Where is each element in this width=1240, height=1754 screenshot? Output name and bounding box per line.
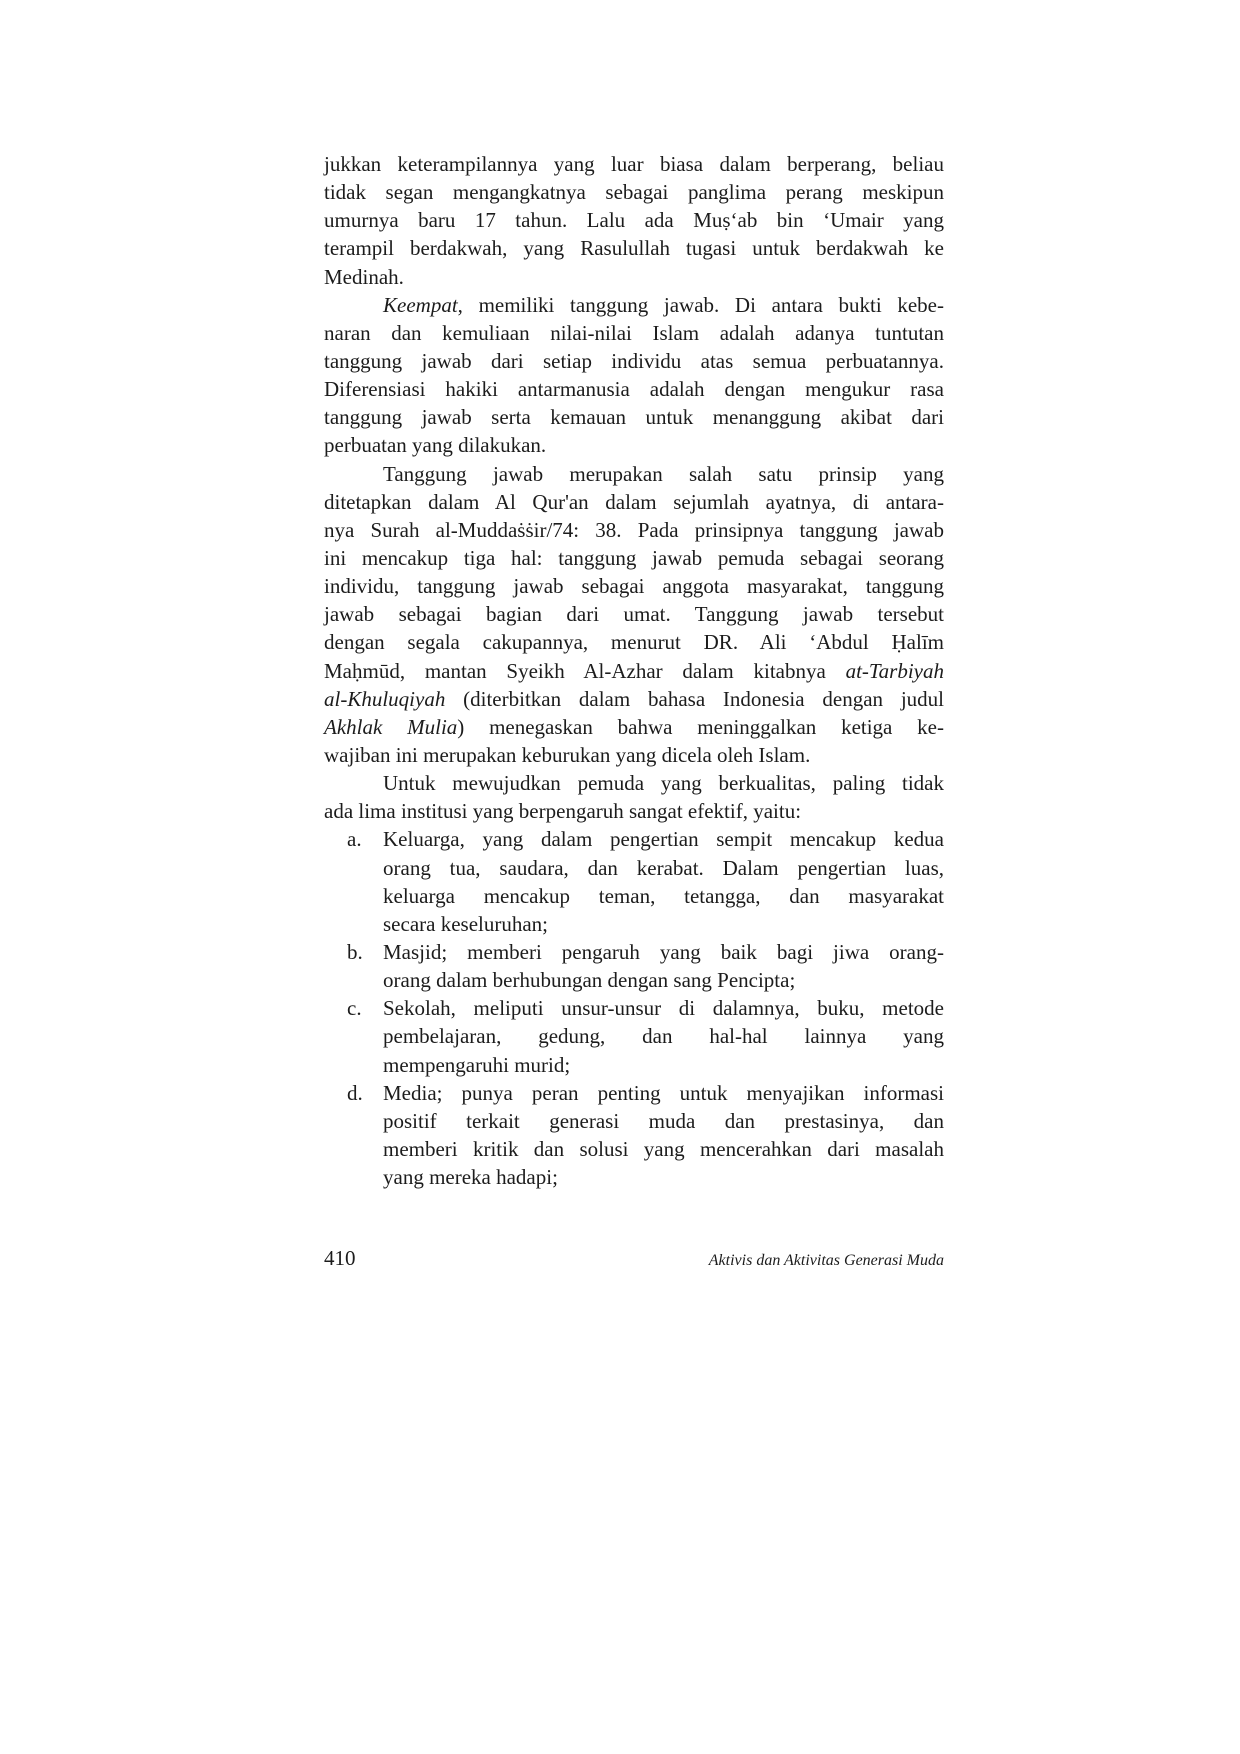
list-item [324,938,944,994]
text-line: Untuk mewujudkan pemuda yang berkualitas, paling tidak [383,771,944,796]
text-line: Masjid; memberi pengaruh yang baik bagi jiwa orang- [383,939,944,964]
text-line: yang mereka hadapi; [383,1165,558,1190]
text-line: positif terkait generasi muda dan prestasinya, dan [383,1108,944,1133]
paragraph [324,291,944,460]
text-line [324,291,944,319]
list-item [324,1079,944,1192]
text-line: tanggung jawab dari setiap individu atas semua perbuatannya. [324,348,944,373]
text-segment: (diterbitkan dalam bahasa Indonesia dengan judul [445,686,944,711]
text-line: ini mencakup tiga hal: tanggung jawab pemuda sebagai seorang [324,545,944,570]
text-line [324,657,944,685]
institution-list [324,825,944,1191]
text-line: orang dalam berhubungan dengan sang Pencipta; [383,968,796,993]
text-line: orang tua, saudara, dan kerabat. Dalam pengertian luas, [383,855,944,880]
text-line: secara keseluruhan; [383,911,548,936]
text-line: perbuatan yang dilakukan. [324,433,547,458]
text-line [324,685,944,713]
text-line: terampil berdakwah, yang Rasulullah tugasi untuk berdakwah ke [324,236,944,261]
text-line: pembelajaran, gedung, dan hal-hal lainnya yang [383,1024,944,1049]
italic-term: at-Tarbiyah [845,658,944,683]
italic-term: al-Khuluqiyah [324,686,446,711]
text-line: umurnya baru 17 tahun. Lalu ada Muṣ‘ab bin ‘Umair yang [324,208,944,233]
italic-term: Keempat [383,292,458,317]
body-text [324,150,944,1191]
paragraph [324,460,944,770]
paragraph [324,769,944,825]
italic-term: Akhlak Mulia [324,714,458,739]
list-marker: c. [347,996,362,1021]
text-line: Tanggung jawab merupakan salah satu prinsip yang [383,461,944,486]
text-line: Keluarga, yang dalam pengertian sempit mencakup kedua [383,827,944,852]
text-line: ada lima institusi yang berpengaruh sangat efektif, yaitu: [324,799,802,824]
text-segment: Maḥmūd, mantan Syeikh Al-Azhar dalam kitabnya [324,658,846,683]
list-marker: a. [347,827,362,852]
text-line: dengan segala cakupannya, menurut DR. Ali ‘Abdul Ḥalīm [324,630,944,655]
text-line: nya Surah al-Muddaṡṡir/74: 38. Pada prinsipnya tanggung jawab [324,517,944,542]
text-line: Media; punya peran penting untuk menyajikan informasi [383,1080,944,1105]
running-title: Aktivis dan Aktivitas Generasi Muda [708,1252,944,1269]
text-line: wajiban ini merupakan keburukan yang dicela oleh Islam. [324,742,811,767]
text-line: ditetapkan dalam Al Qur'an dalam sejumlah ayatnya, di antara- [324,489,944,514]
page-footer [324,1246,944,1274]
text-line: mempengaruhi murid; [383,1052,571,1077]
text-line: Sekolah, meliputi unsur-unsur di dalamnya, buku, metode [383,996,944,1021]
text-line: Diferensiasi hakiki antarmanusia adalah dengan mengukur rasa [324,377,944,402]
text-line: naran dan kemuliaan nilai-nilai Islam adalah adanya tuntutan [324,320,944,345]
list-marker: b. [347,939,363,964]
text-line: jukkan keterampilannya yang luar biasa dalam berperang, beliau [324,152,944,176]
paragraph [324,150,944,291]
text-line: tidak segan mengangkatnya sebagai panglima perang meskipun [324,180,944,205]
text-line: individu, tanggung jawab sebagai anggota masyarakat, tanggung [324,574,944,599]
text-line: memberi kritik dan solusi yang mencerahkan dari masalah [383,1136,944,1161]
list-marker: d. [347,1080,363,1105]
text-line [324,713,944,741]
text-line: Medinah. [324,264,404,289]
text-segment: , memiliki tanggung jawab. Di antara bukti kebe- [457,292,944,317]
text-line: keluarga mencakup teman, tetangga, dan masyarakat [383,883,944,908]
list-item [324,994,944,1078]
page-number: 410 [324,1246,356,1270]
text-segment: ) menegaskan bahwa meninggalkan ketiga ke- [457,714,944,739]
text-line: jawab sebagai bagian dari umat. Tanggung jawab tersebut [324,602,944,627]
list-item [324,825,944,938]
text-line: tanggung jawab serta kemauan untuk menanggung akibat dari [324,405,944,430]
